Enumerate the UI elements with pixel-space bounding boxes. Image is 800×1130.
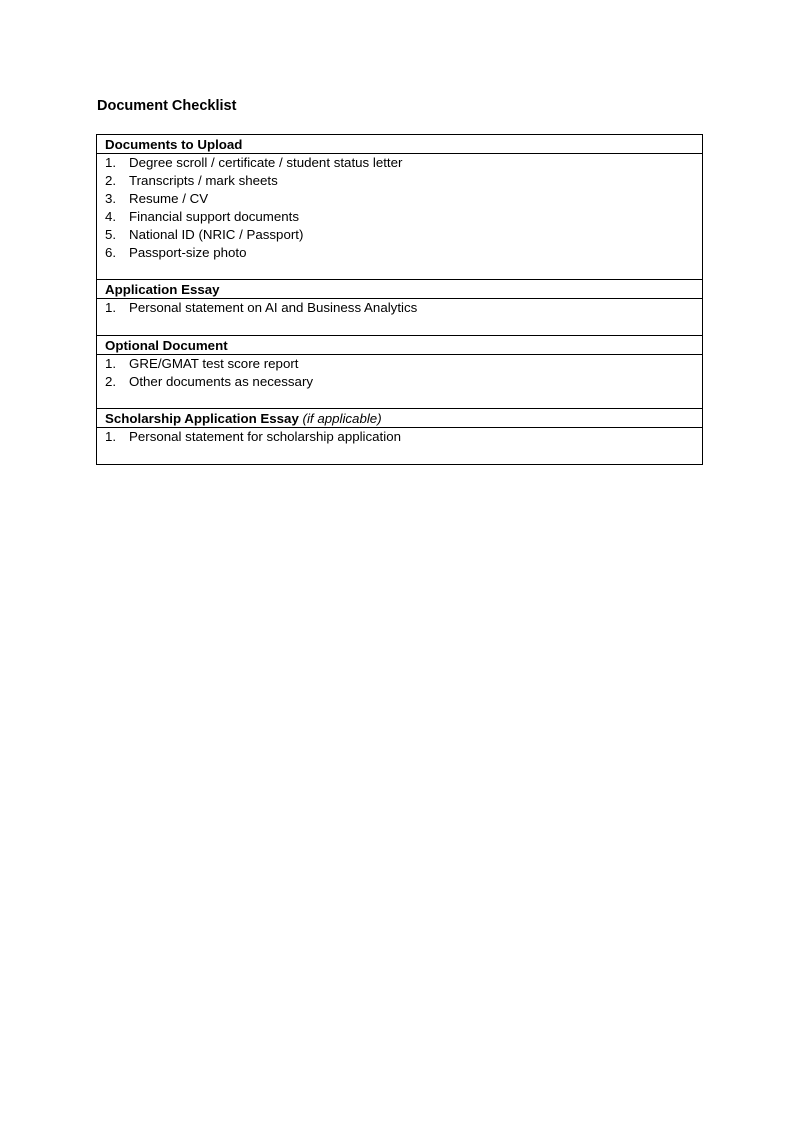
item-text: Personal statement for scholarship application <box>129 429 401 444</box>
section-header-application-essay <box>97 280 702 299</box>
section-heading: Scholarship Application Essay <box>105 411 299 426</box>
item-number: 5. <box>105 227 117 242</box>
item-number: 1. <box>105 300 117 315</box>
section-body-optional-document <box>97 355 702 409</box>
list-item <box>97 428 702 446</box>
section-body-documents-to-upload <box>97 154 702 280</box>
item-text: Personal statement on AI and Business Analytics <box>129 300 418 315</box>
item-number: 1. <box>105 429 117 444</box>
item-text: Financial support documents <box>129 209 299 224</box>
list-item <box>97 190 702 208</box>
section-body-scholarship-essay <box>97 428 702 464</box>
list-item <box>97 154 702 172</box>
section-body-application-essay <box>97 299 702 336</box>
list-item <box>97 299 702 317</box>
item-text: Transcripts / mark sheets <box>129 173 278 188</box>
section-heading: Optional Document <box>105 338 228 353</box>
section-heading: Application Essay <box>105 282 220 297</box>
list-item <box>97 208 702 226</box>
item-number: 2. <box>105 374 117 389</box>
section-heading: Documents to Upload <box>105 137 243 152</box>
item-text: Resume / CV <box>129 191 209 206</box>
list-item <box>97 373 702 391</box>
list-item <box>97 244 702 262</box>
item-number: 1. <box>105 155 117 170</box>
item-number: 6. <box>105 245 117 260</box>
item-text: GRE/GMAT test score report <box>129 356 299 371</box>
item-text: Passport-size photo <box>129 245 247 260</box>
document-checklist-table <box>96 134 703 465</box>
section-header-documents-to-upload <box>97 135 702 154</box>
item-number: 3. <box>105 191 117 206</box>
list-item <box>97 172 702 190</box>
page-title: Document Checklist <box>97 98 237 114</box>
item-text: Degree scroll / certificate / student status letter <box>129 155 403 170</box>
item-number: 4. <box>105 209 117 224</box>
item-text: National ID (NRIC / Passport) <box>129 227 304 242</box>
section-heading-note: (if applicable) <box>302 411 382 426</box>
section-header-scholarship-essay <box>97 409 702 428</box>
item-number: 2. <box>105 173 117 188</box>
item-text: Other documents as necessary <box>129 374 314 389</box>
list-item <box>97 355 702 373</box>
item-number: 1. <box>105 356 117 371</box>
section-header-optional-document <box>97 336 702 355</box>
list-item <box>97 226 702 244</box>
